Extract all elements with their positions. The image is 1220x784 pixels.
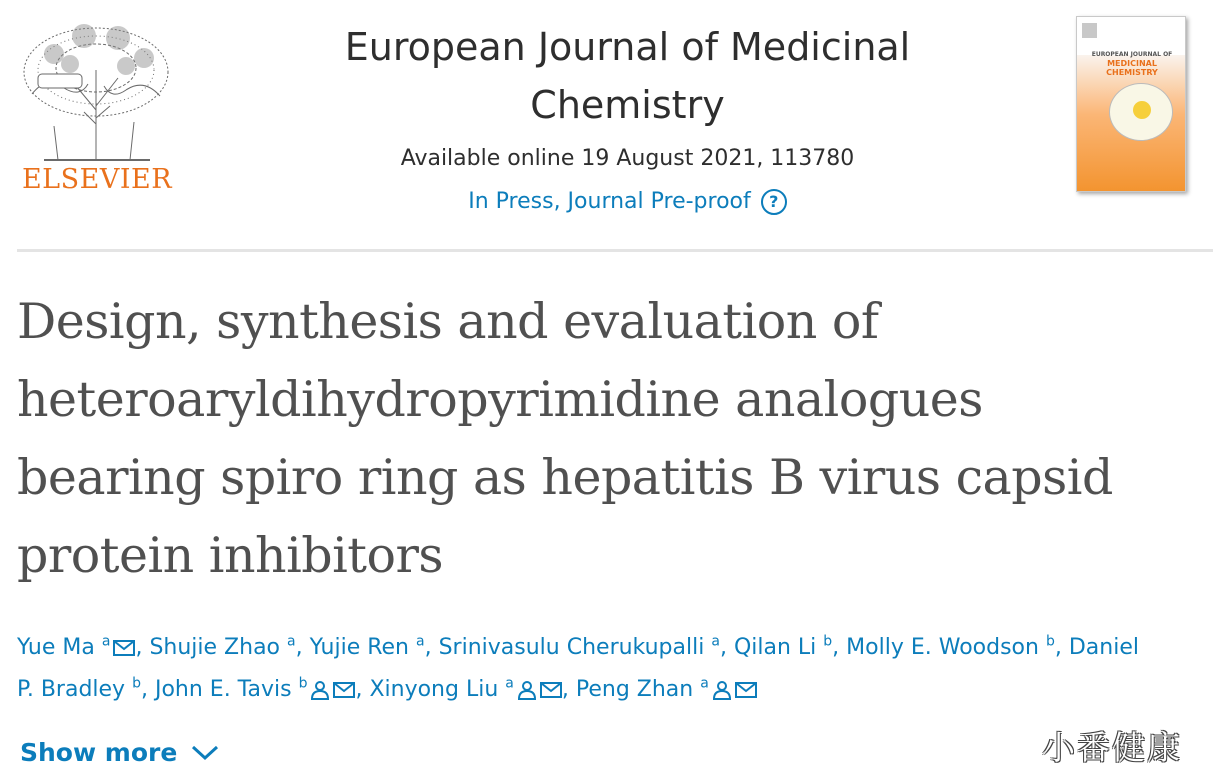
journal-title-line[interactable]: European Journal of Medicinal	[344, 25, 911, 69]
envelope-icon[interactable]	[540, 682, 562, 698]
article-header	[0, 0, 1220, 250]
author-name[interactable]: Yujie Ren	[309, 635, 409, 660]
cover-logo-icon	[1082, 23, 1097, 38]
author-link[interactable]	[1069, 635, 1139, 660]
article-title-line: Design, synthesis and evaluation of	[17, 293, 879, 350]
help-icon[interactable]: ?	[761, 189, 787, 215]
affiliation-marker[interactable]: b	[823, 633, 833, 650]
author-link[interactable]	[149, 635, 295, 660]
author-name[interactable]: Qilan Li	[733, 635, 817, 660]
journal-title-line[interactable]: Chemistry	[530, 83, 725, 127]
affiliation-marker[interactable]: a	[287, 633, 296, 650]
author-name[interactable]: Xinyong Liu	[369, 677, 499, 702]
author-name[interactable]: Srinivasulu Cherukupalli	[438, 635, 705, 660]
article-title	[17, 283, 1213, 595]
cover-brand-line: EUROPEAN JOURNAL OF	[1091, 51, 1173, 58]
show-more-label[interactable]: Show more	[20, 738, 178, 767]
article-title-line: heteroaryldihydropyrimidine analogues	[17, 371, 983, 428]
envelope-icon[interactable]	[735, 682, 757, 698]
journal-title[interactable]	[260, 18, 995, 134]
author-link[interactable]	[155, 677, 355, 702]
author-link[interactable]	[576, 677, 757, 702]
author-link[interactable]	[369, 677, 561, 702]
author-link[interactable]	[17, 635, 135, 660]
author-link[interactable]	[846, 635, 1055, 660]
envelope-icon[interactable]	[333, 682, 355, 698]
affiliation-marker[interactable]: a	[416, 633, 425, 650]
affiliation-marker[interactable]: a	[700, 675, 709, 692]
cover-brand-line: CHEMISTRY	[1106, 68, 1158, 77]
availability-text: Available online 19 August 2021, 113780	[400, 146, 855, 171]
affiliation-marker[interactable]: b	[298, 675, 308, 692]
cover-illustration-center	[1133, 101, 1151, 119]
journal-cover-thumbnail[interactable]	[1076, 16, 1186, 192]
author-link[interactable]	[310, 635, 425, 660]
cover-brand-line: MEDICINAL	[1107, 59, 1157, 68]
author-list: Yue Ma $^a$ , Shujie Zhao $^a$, Yujie Ren $^a$, Srinivasulu Cherukupalli $^a$, Qilan Li $^b$, Molly E. Woodson $^b$, Daniel P. Bradley $^b$, John E. Tavis $^b$ , Xinyong Liu $^a$ , Peng Zhan $^a$	[17, 633, 1139, 702]
author-name[interactable]: Shujie Zhao	[149, 635, 281, 660]
cover-brand-title	[1077, 59, 1186, 77]
author-name[interactable]: John E. Tavis	[154, 677, 292, 702]
affiliation-marker[interactable]: a	[505, 675, 514, 692]
elsevier-logo[interactable]	[14, 14, 178, 196]
publisher-name: ELSEVIER	[21, 164, 173, 195]
pre-proof-status[interactable]	[468, 187, 787, 217]
affiliation-marker[interactable]: b	[132, 675, 141, 692]
author-name[interactable]: Peng Zhan	[575, 677, 694, 702]
author-name[interactable]: P. Bradley	[17, 677, 126, 702]
affiliation-marker[interactable]: a	[711, 633, 720, 650]
article-title-line: protein inhibitors	[17, 527, 444, 584]
pre-proof-link[interactable]: In Press, Journal Pre-proof	[468, 189, 751, 214]
author-name[interactable]: Daniel	[1068, 635, 1139, 660]
chevron-down-icon[interactable]	[191, 745, 219, 761]
person-icon[interactable]	[310, 680, 330, 700]
affiliation-marker[interactable]: a	[101, 633, 111, 650]
header-divider	[17, 249, 1213, 252]
person-icon[interactable]	[712, 680, 732, 700]
author-link[interactable]	[17, 677, 141, 702]
journal-info	[260, 18, 995, 217]
author-name[interactable]: Yue Ma	[17, 635, 95, 660]
author-name[interactable]: Molly E. Woodson	[846, 635, 1039, 660]
watermark-text: 小番健康	[1042, 728, 1182, 767]
elsevier-tree-icon	[14, 14, 178, 164]
author-link[interactable]	[439, 635, 720, 660]
affiliation-marker[interactable]: b	[1045, 633, 1055, 650]
show-more-button[interactable]	[20, 738, 219, 767]
article-title-line: bearing spiro ring as hepatitis B virus capsid	[17, 449, 1113, 506]
envelope-icon[interactable]	[113, 640, 135, 656]
person-icon[interactable]	[517, 680, 537, 700]
author-link[interactable]	[734, 635, 832, 660]
